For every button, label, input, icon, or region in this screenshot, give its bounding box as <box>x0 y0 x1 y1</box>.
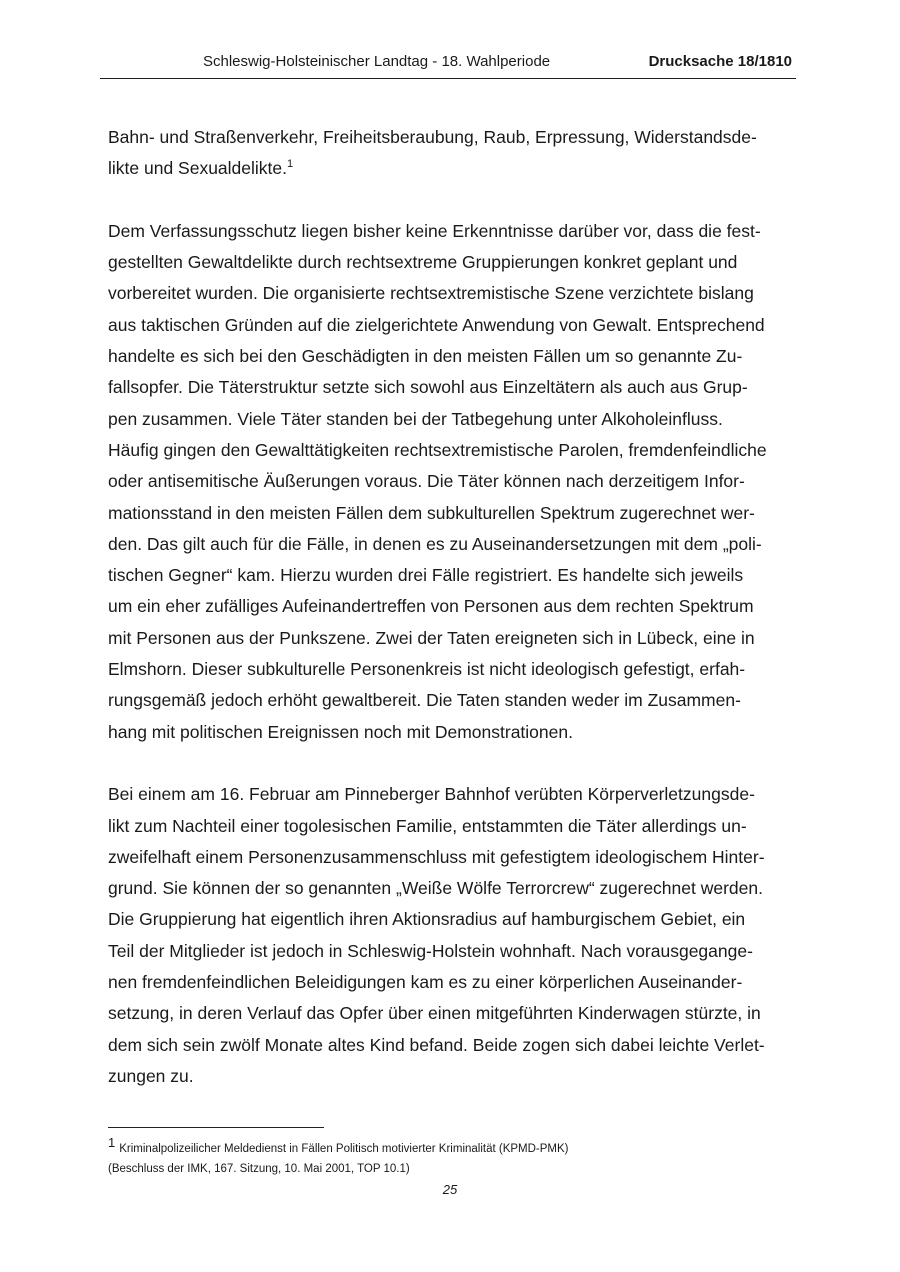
text-line: Dem Verfassungsschutz liegen bisher keine Erkenntnisse darüber vor, dass die fest- <box>108 220 761 241</box>
text-line: Bahn- und Straßenverkehr, Freiheitsberaubung, Raub, Erpressung, Widerstandsde- <box>108 127 757 147</box>
paragraph-2 <box>108 216 798 748</box>
header-title: Schleswig-Holsteinischer Landtag - 18. Wahlperiode <box>203 53 551 70</box>
text-line: zweifelhaft einem Personenzusammenschluss mit gefestigtem ideologischem Hinter- <box>108 846 765 867</box>
text-line: Die Gruppierung hat eigentlich ihren Aktionsradius auf hamburgischem Gebiet, ein <box>108 909 746 930</box>
text-line: dem sich sein zwölf Monate altes Kind befand. Beide zogen sich dabei leichte Verlet- <box>108 1034 765 1055</box>
text-line: nen fremdenfeindlichen Beleidigungen kam es zu einer körperlichen Auseinander- <box>108 972 743 993</box>
page-header <box>100 50 796 79</box>
text-line: rungsgemäß jedoch erhöht gewaltbereit. Die Taten standen weder im Zusammen- <box>108 690 741 711</box>
text-line: Bei einem am 16. Februar am Pinneberger Bahnhof verübten Körperverletzungsde- <box>108 784 755 805</box>
text-line: den. Das gilt auch für die Fälle, in denen es zu Auseinandersetzungen mit dem „poli- <box>108 533 762 554</box>
text-line: zungen zu. <box>108 1065 194 1086</box>
text-line: Elmshorn. Dieser subkulturelle Personenkreis ist nicht ideologisch gefestigt, erfah- <box>108 659 746 680</box>
text-line-content: likte und Sexualdelikte. <box>108 158 287 179</box>
page-number: 25 <box>442 1182 458 1197</box>
text-line: um ein eher zufälliges Aufeinandertreffen von Personen aus dem rechten Spektrum <box>108 596 754 617</box>
footnote-reference[interactable]: 1 <box>287 158 294 171</box>
footnote <box>108 1133 798 1179</box>
paragraph-3 <box>108 779 798 1092</box>
text-line: likt zum Nachteil einer togolesischen Familie, entstammten die Täter allerdings un- <box>108 815 747 836</box>
footnote-text-1: Kriminalpolizeilicher Meldedienst in Fällen Politisch motivierter Kriminalität (KPMD-PMK) <box>119 1143 569 1155</box>
text-line: oder antisemitische Äußerungen voraus. Die Täter können nach derzeitigem Infor- <box>108 471 745 492</box>
body-text <box>108 122 798 1124</box>
text-line: gestellten Gewaltdelikte durch rechtsextreme Gruppierungen konkret geplant und <box>108 252 738 273</box>
text-line: Teil der Mitglieder ist jedoch in Schleswig-Holstein wohnhaft. Nach vorausgegange- <box>108 940 753 961</box>
footnote-line-1 <box>108 1133 798 1159</box>
text-line: mit Personen aus der Punkszene. Zwei der Taten ereigneten sich in Lübeck, eine in <box>108 627 755 648</box>
text-line: handelte es sich bei den Geschädigten in den meisten Fällen um so genannte Zu- <box>108 346 743 367</box>
text-line: grund. Sie können der so genannten „Weiße Wölfe Terrorcrew“ zugerechnet werden. <box>108 878 763 899</box>
text-line: pen zusammen. Viele Täter standen bei der Tatbegehung unter Alkoholeinfluss. <box>108 408 723 429</box>
paragraph-1 <box>108 122 798 185</box>
document-reference: Drucksache 18/1810 <box>648 53 792 70</box>
text-line: fallsopfer. Die Täterstruktur setzte sich sowohl aus Einzeltätern als auch aus Grup- <box>108 377 748 398</box>
footnote-separator <box>108 1127 324 1128</box>
text-line: vorbereitet wurden. Die organisierte rechtsextremistische Szene verzichtete bislang <box>108 283 754 304</box>
text-line: Häufig gingen den Gewalttätigkeiten rechtsextremistische Parolen, fremdenfeindliche <box>108 439 767 460</box>
text-line: setzung, in deren Verlauf das Opfer über einen mitgeführten Kinderwagen stürzte, in <box>108 1003 761 1024</box>
text-line: tischen Gegner“ kam. Hierzu wurden drei Fälle registriert. Es handelte sich jeweils <box>108 565 744 586</box>
text-line: aus taktischen Gründen auf die zielgerichtete Anwendung von Gewalt. Entsprechend <box>108 314 765 335</box>
text-line <box>108 153 798 184</box>
footnote-text-2: (Beschluss der IMK, 167. Sitzung, 10. Mai 2001, TOP 10.1) <box>108 1163 410 1175</box>
footnote-number: 1 <box>108 1135 116 1150</box>
text-line: hang mit politischen Ereignissen noch mit Demonstrationen. <box>108 721 573 742</box>
text-line: mationsstand in den meisten Fällen dem subkulturellen Spektrum zugerechnet wer- <box>108 502 755 523</box>
